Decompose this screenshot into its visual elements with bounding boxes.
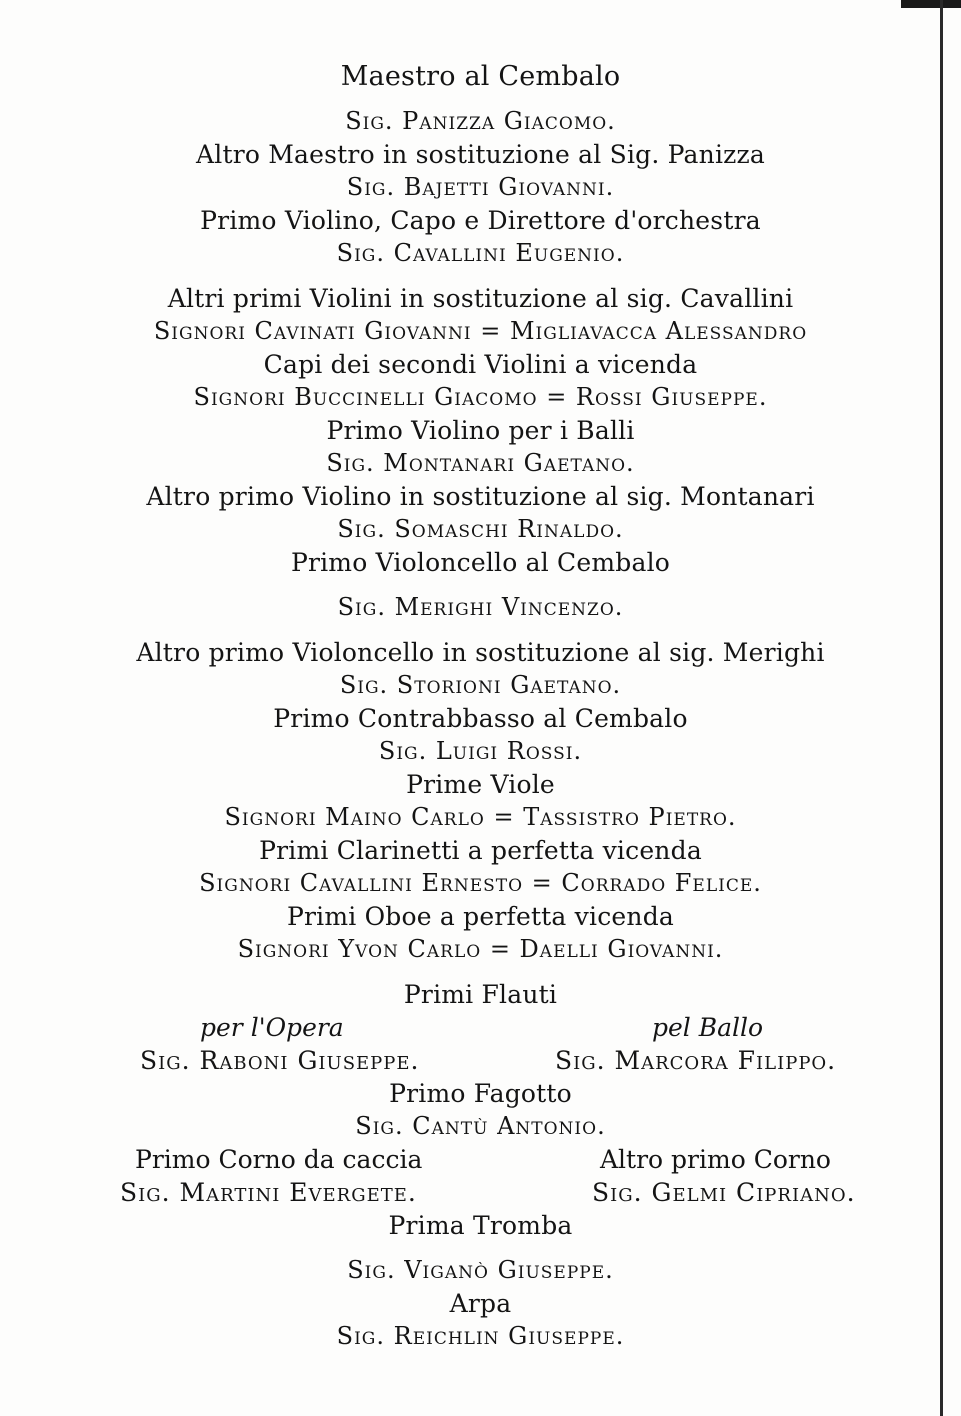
flutes-labels: [0, 1011, 961, 1044]
entry-role: Prime Viole: [406, 770, 555, 799]
entry-role: Primi Clarinetti a perfetta vicenda: [259, 836, 702, 865]
entry-name: Sig. Storioni Gaetano.: [339, 671, 622, 699]
entry-name: Sig. Somaschi Rinaldo.: [337, 515, 624, 543]
entry-role: Altro Maestro in sostituzione al Sig. Panizza: [196, 140, 765, 169]
entry-role: Primo Violino, Capo e Direttore d'orchestra: [200, 206, 761, 235]
horns-left-role: Primo Corno da caccia: [135, 1145, 423, 1174]
flutes-names: [0, 1044, 961, 1077]
entry-name: Signori Cavallini Ernesto = Corrado Felice.: [199, 869, 762, 897]
trumpet-role: Prima Tromba: [388, 1211, 573, 1240]
heading: Maestro al Cembalo: [340, 61, 621, 92]
horns-names: [0, 1176, 961, 1209]
entry-name: Signori Yvon Carlo = Daelli Giovanni.: [237, 935, 724, 963]
flutes-left-name: Sig. Raboni Giuseppe.: [140, 1046, 420, 1075]
entry-name: Sig. Panizza Giacomo.: [345, 107, 616, 135]
bassoon-name: Sig. Cantù Antonio.: [355, 1112, 606, 1140]
flutes-right-name: Sig. Marcora Filippo.: [555, 1046, 837, 1075]
entry-name: Signori Maino Carlo = Tassistro Pietro.: [224, 803, 737, 831]
entry-role: Altro primo Violino in sostituzione al sig. Montanari: [146, 482, 815, 511]
entry-role: Primo Contrabbasso al Cembalo: [273, 704, 688, 733]
entry-name: Signori Buccinelli Giacomo = Rossi Giuseppe.: [193, 383, 768, 411]
horns-roles: [0, 1143, 961, 1176]
entry-role: Primo Violino per i Balli: [326, 416, 635, 445]
flutes-role: Primi Flauti: [403, 980, 558, 1009]
entry-role: Primo Violoncello al Cembalo: [290, 548, 671, 577]
horns-right-name: Sig. Gelmi Cipriano.: [592, 1178, 856, 1207]
flutes-right-label: pel Ballo: [652, 1013, 764, 1042]
entry-role: Altri primi Violini in sostituzione al sig. Cavallini: [167, 284, 794, 313]
entry-name: Sig. Bajetti Giovanni.: [346, 173, 615, 201]
page-edge-shadow: [901, 0, 961, 8]
flutes-left-label: per l'Opera: [200, 1013, 344, 1042]
horns-right-role: Altro primo Corno: [600, 1145, 831, 1174]
horns-left-name: Sig. Martini Evergete.: [120, 1178, 417, 1207]
orchestra-list: [0, 60, 961, 1353]
entry-role: Altro primo Violoncello in sostituzione al sig. Merighi: [136, 638, 825, 667]
entry-name: Signori Cavinati Giovanni = Migliavacca Alessandro: [153, 317, 808, 345]
entry-role: Primi Oboe a perfetta vicenda: [286, 902, 675, 931]
entry-name: Sig. Luigi Rossi.: [378, 737, 583, 765]
harp-name: Sig. Reichlin Giuseppe.: [336, 1322, 625, 1350]
entry-role: Capi dei secondi Violini a vicenda: [263, 350, 698, 379]
entry-name: Sig. Cavallini Eugenio.: [336, 239, 625, 267]
bassoon-role: Primo Fagotto: [389, 1079, 572, 1108]
trumpet-name: Sig. Viganò Giuseppe.: [347, 1256, 614, 1284]
entry-name: Sig. Montanari Gaetano.: [326, 449, 635, 477]
entry-name: Sig. Merighi Vincenzo.: [337, 593, 624, 621]
harp-role: Arpa: [449, 1289, 512, 1318]
